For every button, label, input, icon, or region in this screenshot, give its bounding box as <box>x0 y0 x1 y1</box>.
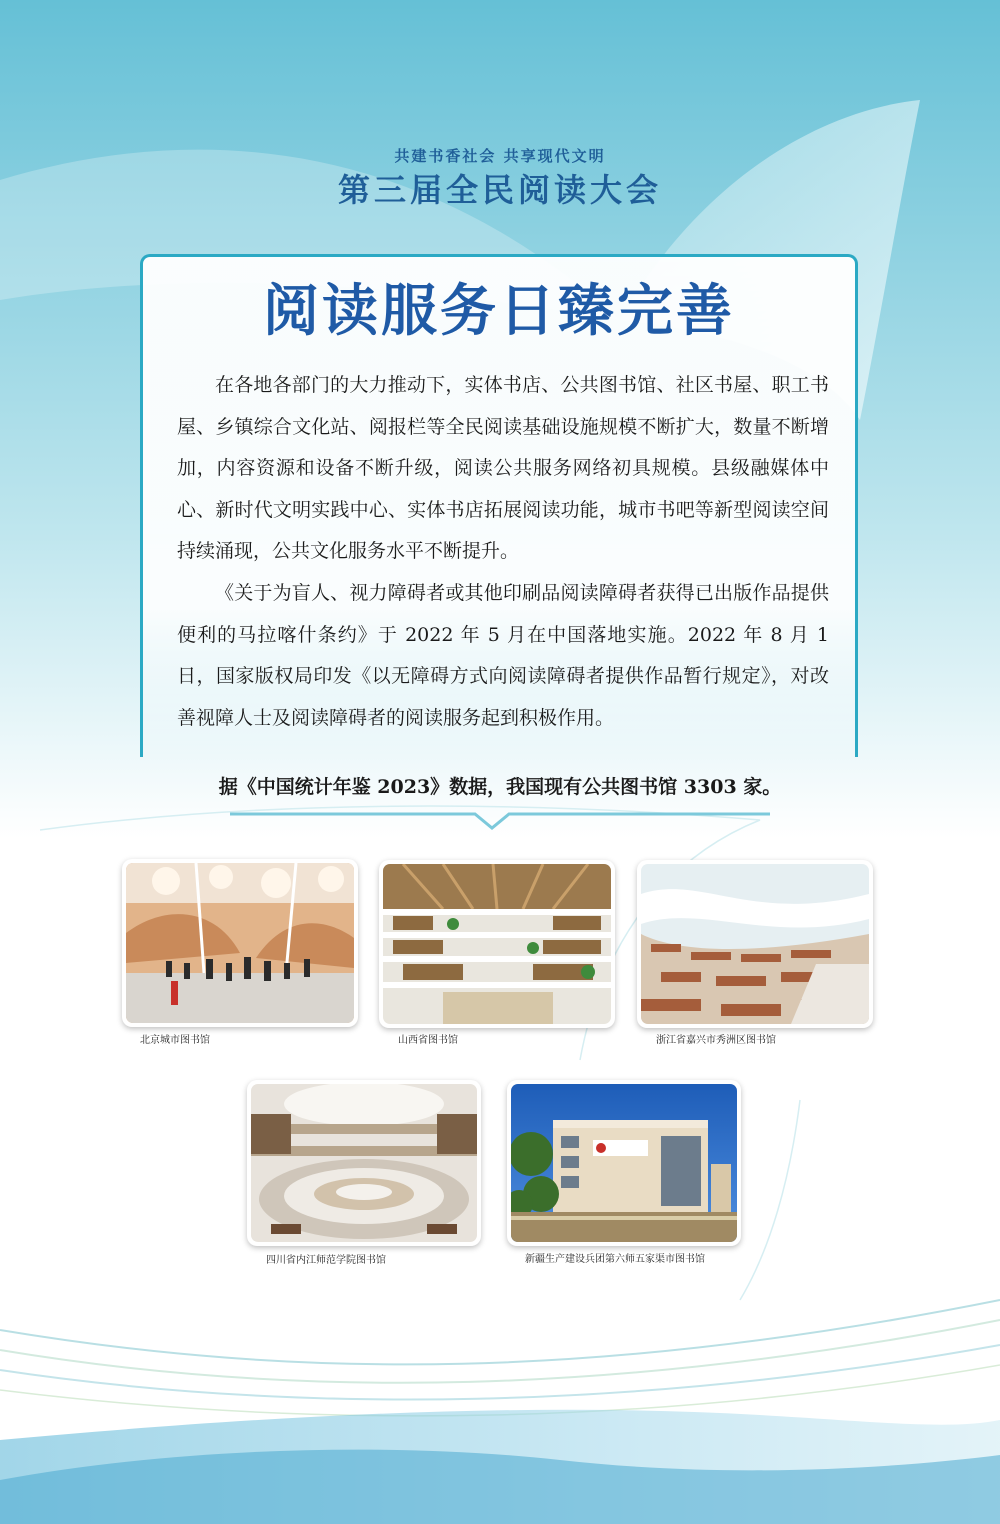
slogan: 共建书香社会 共享现代文明 <box>394 147 606 165</box>
photo-neijiang-library <box>247 1080 481 1246</box>
paragraph-2: 《关于为盲人、视力障碍者或其他印刷品阅读障碍者获得已出版作品提供便利的马拉喀什条约》于 2022 年 5 月在中国落地实施。2022 年 8 月 1 日，国家版权局印发《以无障碍方式向阅读障碍者提供作品暂行规定》，对改善视障人士及阅读障碍者的阅读服务起到积极作用。 <box>177 582 829 729</box>
library-photo-5 <box>511 1084 737 1242</box>
event-title: 第三届全民阅读大会 <box>337 171 662 209</box>
library-photo-3 <box>641 864 869 1024</box>
photo-beijing-city-library <box>122 859 358 1027</box>
library-photo-2 <box>383 864 611 1024</box>
paragraph-1: 在各地各部门的大力推动下，实体书店、公共图书馆、社区书屋、职工书屋、乡镇综合文化站、阅报栏等全民阅读基础设施规模不断扩大，数量不断增加，内容资源和设备不断升级，阅读公共服务网络初具规模。县级融媒体中心、新时代文明实践中心、实体书店拓展阅读功能，城市书吧等新型阅读空间持续涌现，公共文化服务水平不断提升。 <box>177 374 829 562</box>
caption-5: 新疆生产建设兵团第六师五家渠市图书馆 <box>525 1254 705 1265</box>
header <box>0 146 1000 210</box>
content-card <box>140 254 858 757</box>
photo-shanxi-library <box>379 860 615 1028</box>
caption-2: 山西省图书馆 <box>398 1035 458 1046</box>
stat-line: 据《中国统计年鉴 2023》数据，我国现有公共图书馆 3303 家。 <box>218 776 782 798</box>
caption-1: 北京城市图书馆 <box>140 1035 210 1046</box>
library-photo-1 <box>126 863 354 1023</box>
caption-3: 浙江省嘉兴市秀洲区图书馆 <box>656 1035 776 1046</box>
library-photo-4 <box>251 1084 477 1242</box>
pointer-divider <box>230 806 770 832</box>
photo-xiuzhou-library <box>637 860 873 1028</box>
card-title: 阅读服务日臻完善 <box>263 278 735 344</box>
photo-wujiaqu-library <box>507 1080 741 1246</box>
caption-4: 四川省内江师范学院图书馆 <box>266 1255 386 1266</box>
